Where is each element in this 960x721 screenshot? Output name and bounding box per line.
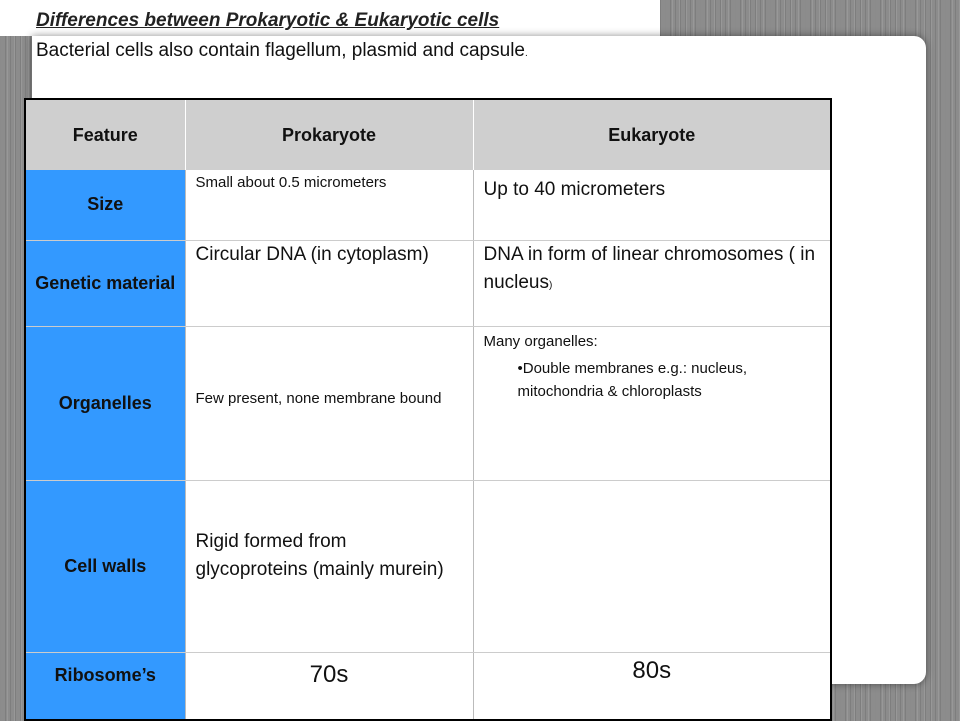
eukaryote-cell [473,240,831,326]
cell-text: 80s [632,656,672,684]
feature-cell: Ribosome’s [25,652,185,720]
page-subtitle [36,40,528,62]
eukaryote-text-wrap [484,241,821,298]
prokaryote-cell [185,652,473,720]
page-title: Differences between Prokaryotic & Eukaryotic cells [36,10,500,31]
cell-text: Small about 0.5 micrometers [195,174,387,191]
feature-cell: Organelles [25,326,185,480]
cell-text: Few present, none membrane bound [195,390,442,408]
feature-cell: Genetic material [25,240,185,326]
eukaryote-cell [473,652,831,720]
table-row [25,480,831,652]
prokaryote-cell [185,326,473,480]
feature-cell: Size [25,170,185,240]
table-row [25,326,831,480]
cell-text: Many organelles: [483,332,598,350]
feature-cell: Cell walls [25,480,185,652]
table-row [25,652,831,720]
prokaryote-cell [185,170,473,240]
header-prokaryote: Prokaryote [185,99,473,170]
bullet-item: •Double membranes e.g.: nucleus, mitochondria & chloroplasts [517,360,748,400]
table-row [25,240,831,326]
cell-text: Up to 40 micrometers [483,179,666,200]
subtitle-text: Bacterial cells also contain flagellum, plasmid and capsule [36,40,525,61]
cell-text: Circular DNA (in cytoplasm) [195,243,429,265]
cell-text: DNA in form of linear chromosomes ( in nucleus [483,243,816,293]
prokaryote-cell [185,480,473,652]
eukaryote-cell [473,170,831,240]
cell-text-end: ) [549,280,553,291]
cell-text: 70s [309,660,349,688]
header-row [25,99,831,170]
subtitle-period: . [524,48,528,59]
table-row [25,170,831,240]
eukaryote-cell [473,480,831,652]
eukaryote-cell [473,326,831,480]
prokaryote-cell [185,240,473,326]
header-eukaryote: Eukaryote [473,99,831,170]
cell-text: Rigid formed from glycoproteins (mainly murein) [195,530,444,580]
comparison-table [24,98,832,721]
header-feature: Feature [25,99,185,170]
